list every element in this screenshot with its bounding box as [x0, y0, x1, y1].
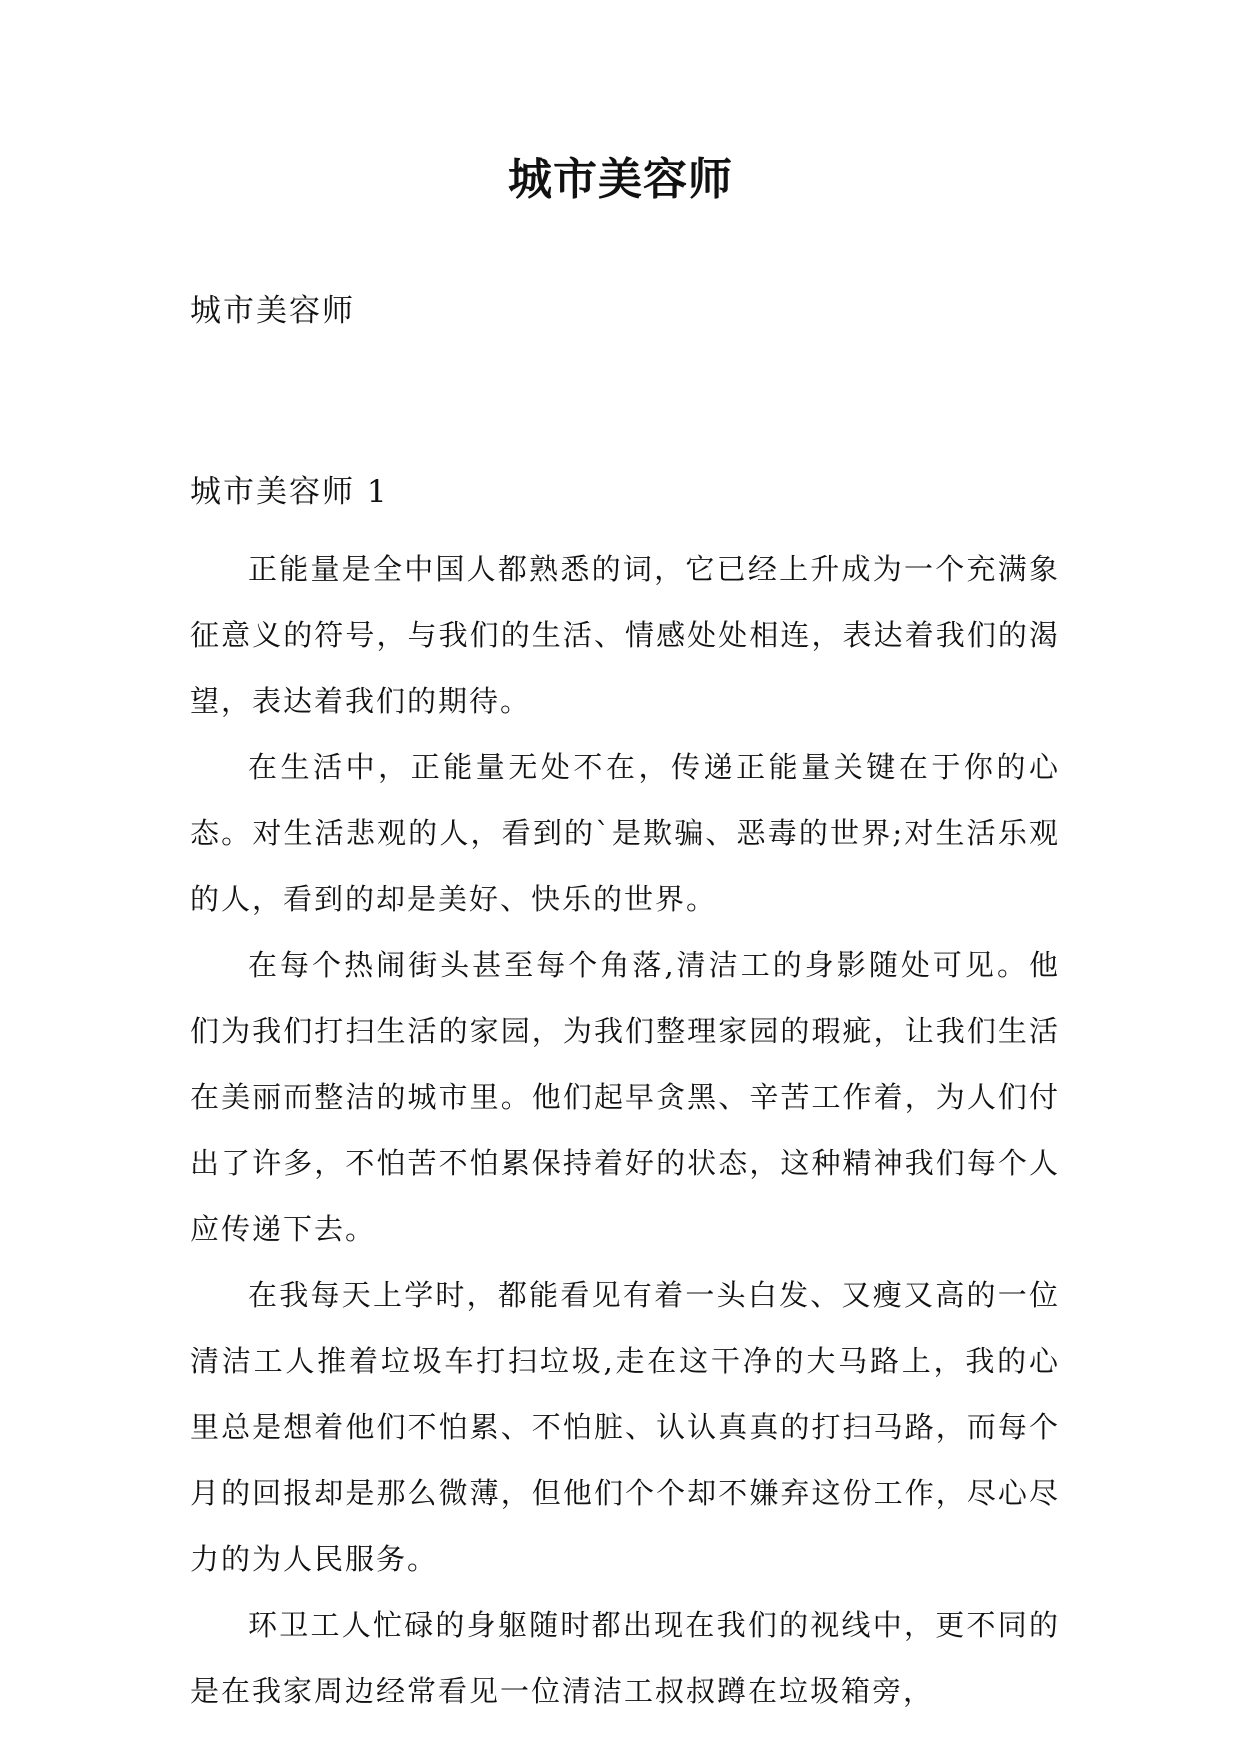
section-heading: 城市美容师 1	[190, 474, 389, 510]
paragraph: 在生活中，正能量无处不在，传递正能量关键在于你的心态。对生活悲观的人，看到的`是欺骗、恶毒的世界;对生活乐观的人，看到的却是美好、快乐的世界。	[190, 750, 1060, 916]
paragraph: 正能量是全中国人都熟悉的词，它已经上升成为一个充满象征意义的符号，与我们的生活、情感处处相连，表达着我们的渴望，表达着我们的期待。	[190, 552, 1060, 718]
paragraph: 环卫工人忙碌的身躯随时都出现在我们的视线中，更不同的是在我家周边经常看见一位清洁工叔叔蹲在垃圾箱旁，	[190, 1608, 1060, 1708]
document-subtitle: 城市美容师	[190, 293, 355, 329]
document-title: 城市美容师	[508, 154, 733, 205]
paragraph: 在我每天上学时，都能看见有着一头白发、又瘦又高的一位清洁工人推着垃圾车打扫垃圾,走在这干净的大马路上，我的心里总是想着他们不怕累、不怕脏、认认真真的打扫马路，而每个月的回报却是那么微薄，但他们个个却不嫌弃这份工作，尽心尽力的为人民服务。	[190, 1278, 1060, 1576]
article-section	[190, 470, 1060, 1724]
paragraph: 在每个热闹街头甚至每个角落,清洁工的身影随处可见。他们为我们打扫生活的家园，为我们整理家园的瑕疵，让我们生活在美丽而整洁的城市里。他们起早贪黑、辛苦工作着，为人们付出了许多，不怕苦不怕累保持着好的状态，这种精神我们每个人应传递下去。	[190, 948, 1060, 1246]
